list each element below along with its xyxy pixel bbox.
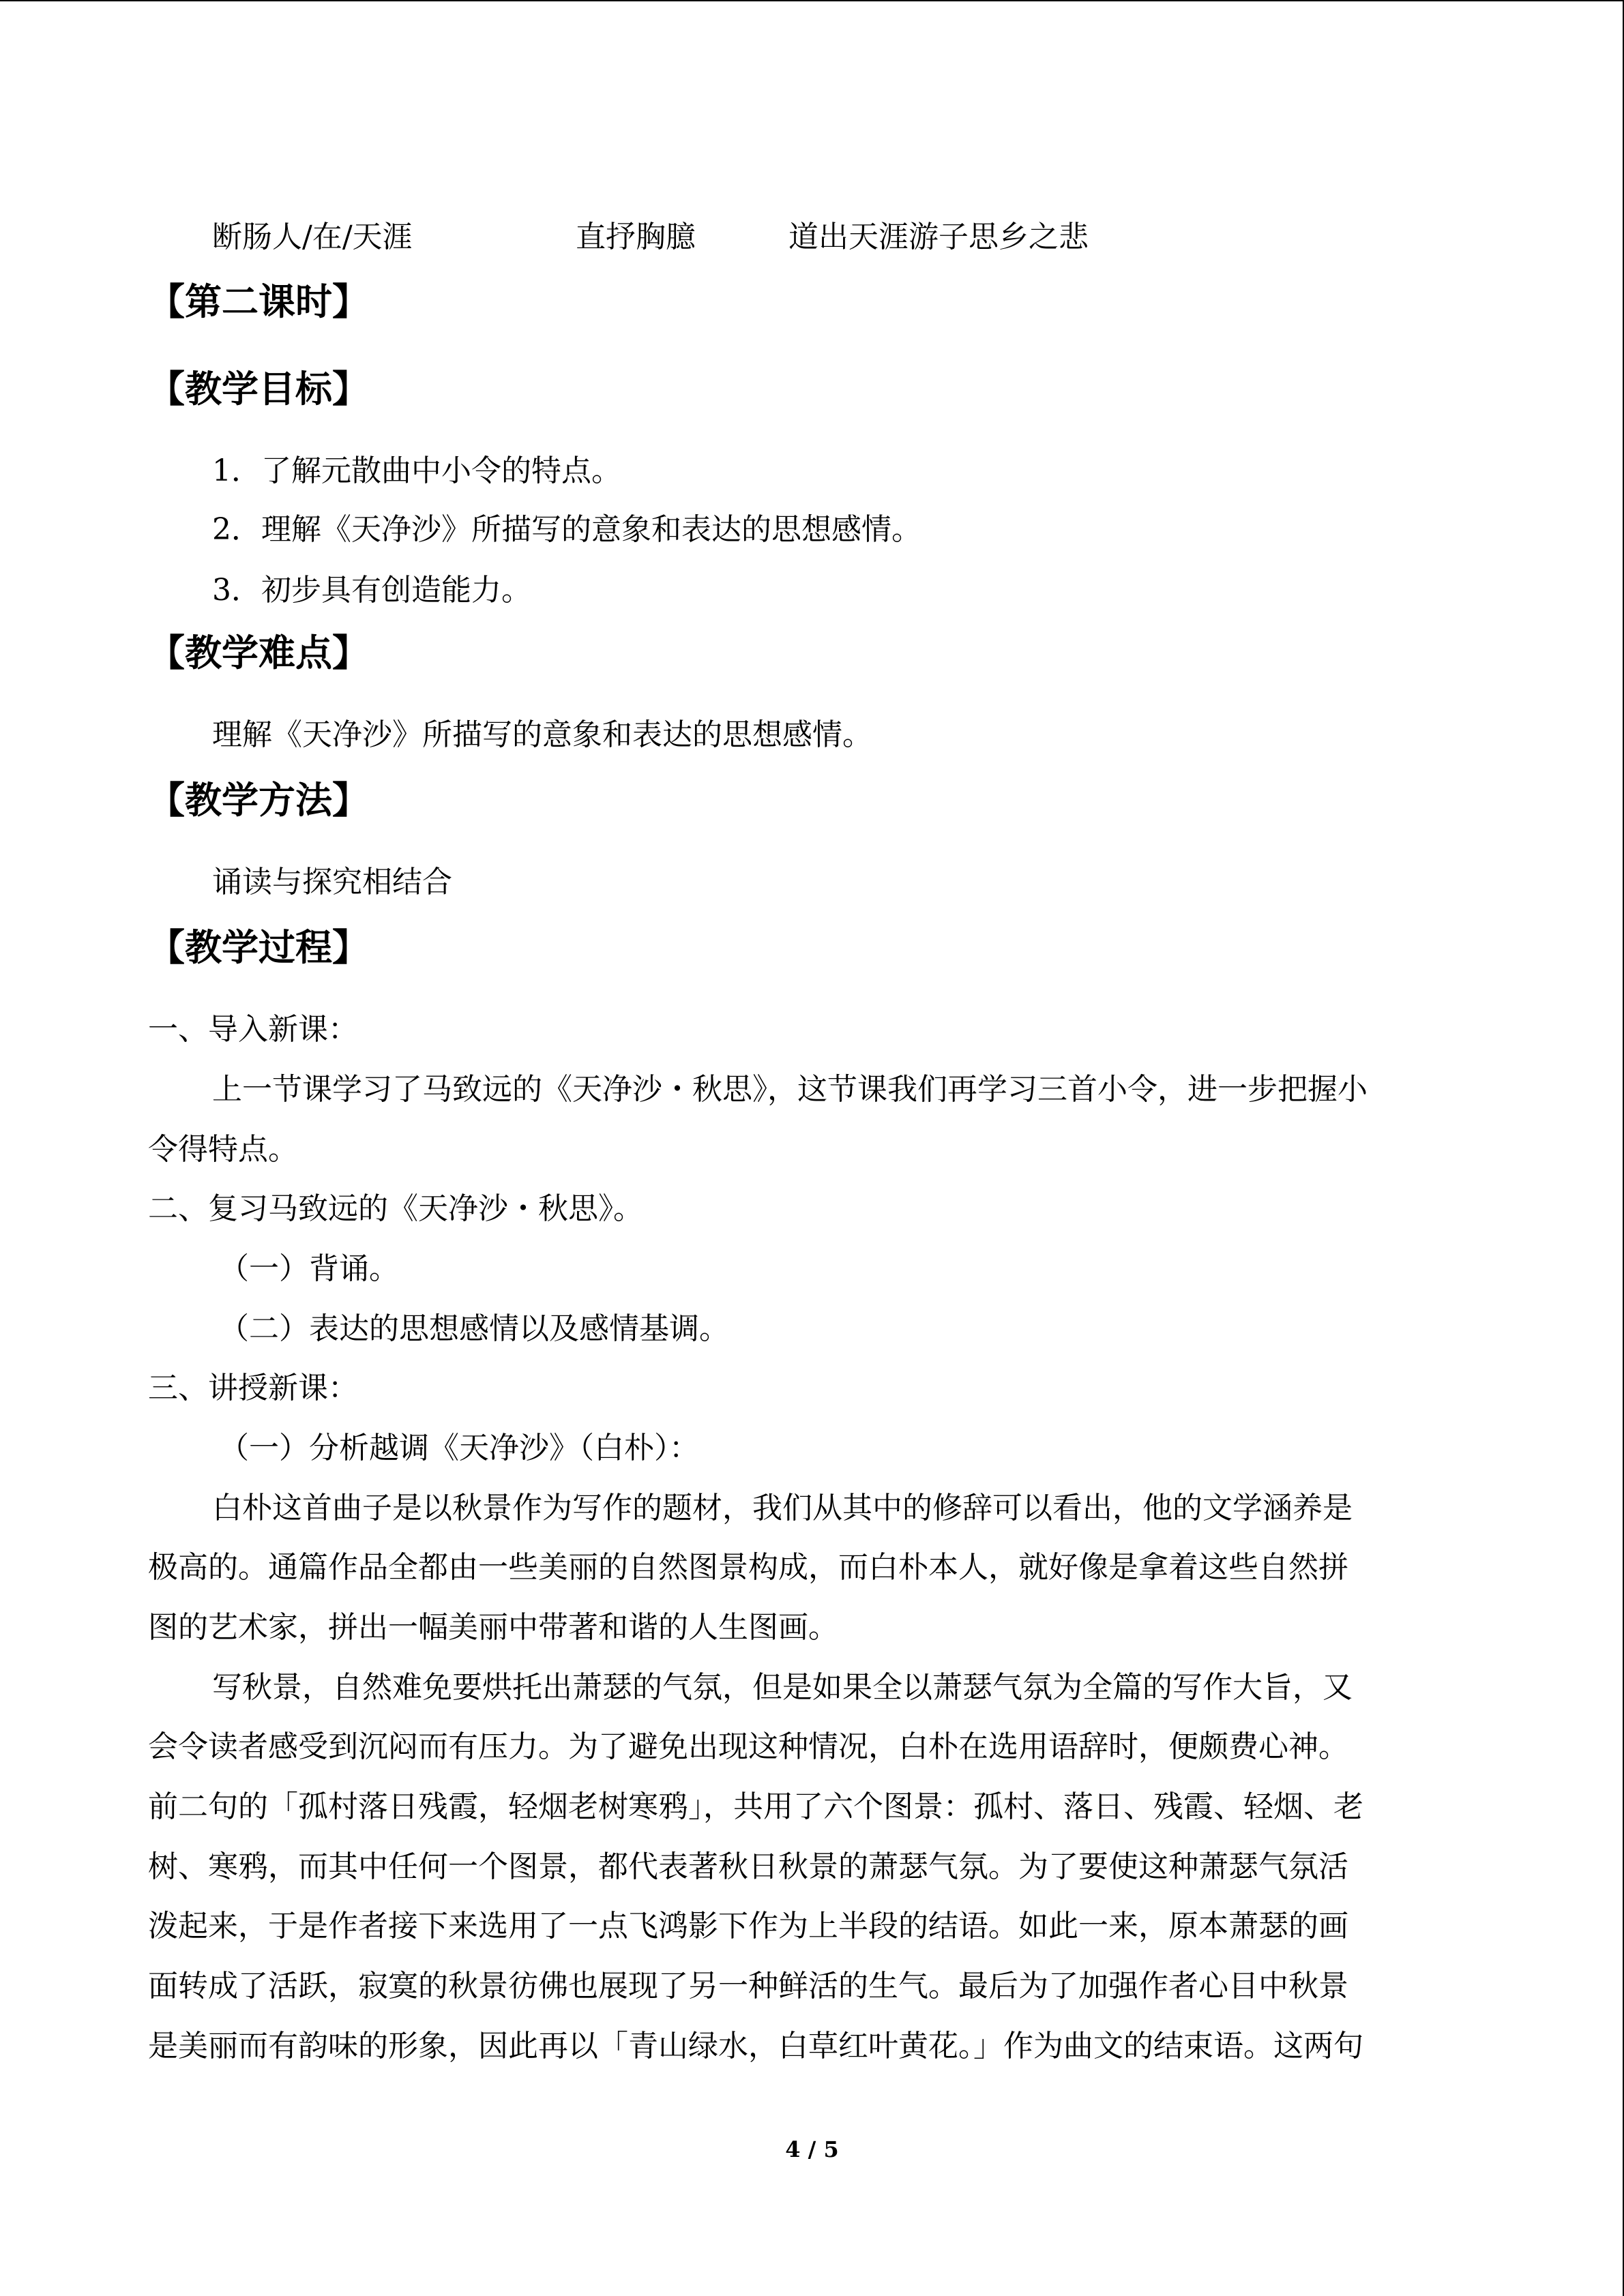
poem-line-technique: 直抒胸臆 bbox=[576, 220, 696, 254]
page-number: 4 / 5 bbox=[785, 2136, 839, 2162]
process-step1-title: 一、导入新课： bbox=[148, 1012, 358, 1047]
poem-line-text: 断肠人/在/天涯 bbox=[212, 220, 413, 254]
process-step3-item: （一）分析越调《天净沙》（白朴）： bbox=[219, 1431, 699, 1465]
paragraph-line: 写秋景，自然难免要烘托出萧瑟的气氛，但是如果全以萧瑟气氛为全篇的写作大旨，又 bbox=[212, 1670, 1353, 1705]
paragraph-line: 面转成了活跃，寂寞的秋景彷佛也展现了另一种鲜活的生气。最后为了加强作者心目中秋景 bbox=[148, 1969, 1348, 2003]
heading-goals: 【教学目标】 bbox=[148, 367, 369, 411]
heading-process: 【教学过程】 bbox=[148, 925, 369, 969]
process-step3-title: 三、讲授新课： bbox=[148, 1371, 358, 1405]
paragraph-line: 会令读者感受到沉闷而有压力。为了避免出现这种情况，白朴在选用语辞时，便颇费心神。 bbox=[148, 1729, 1348, 1764]
paragraph-line: 是美丽而有韵味的形象，因此再以「青山绿水，白草红叶黄花。」作为曲文的结束语。这两句 bbox=[148, 2029, 1363, 2063]
method-text: 诵读与探究相结合 bbox=[212, 865, 452, 899]
process-step2-title: 二、复习马致远的《天净沙・秋思》。 bbox=[148, 1191, 643, 1226]
process-step1-paragraph: 上一节课学习了马致远的《天净沙・秋思》，这节课我们再学习三首小令，进一步把握小 bbox=[212, 1072, 1368, 1107]
goal-item: 1．了解元散曲中小令的特点。 bbox=[212, 453, 621, 488]
process-step2-item: （一）背诵。 bbox=[219, 1251, 399, 1286]
heading-method: 【教学方法】 bbox=[148, 778, 369, 822]
process-step1-paragraph-cont: 令得特点。 bbox=[148, 1132, 298, 1167]
paragraph-line: 泼起来，于是作者接下来选用了一点飞鸿影下作为上半段的结语。如此一来，原本萧瑟的画 bbox=[148, 1909, 1348, 1943]
paragraph-line: 树、寒鸦，而其中任何一个图景，都代表著秋日秋景的萧瑟气氛。为了要使这种萧瑟气氛活 bbox=[148, 1849, 1348, 1884]
paragraph-line: 白朴这首曲子是以秋景作为写作的题材，我们从其中的修辞可以看出，他的文学涵养是 bbox=[212, 1491, 1353, 1525]
paragraph-line: 前二句的「孤村落日残霞，轻烟老树寒鸦」，共用了六个图景：孤村、落日、残霞、轻烟、老 bbox=[148, 1789, 1363, 1824]
goal-item: 3．初步具有创造能力。 bbox=[212, 573, 531, 608]
poem-line-meaning: 道出天涯游子思乡之悲 bbox=[788, 220, 1089, 254]
paragraph-line: 极高的。通篇作品全都由一些美丽的自然图景构成，而白朴本人，就好像是拿着这些自然拼 bbox=[148, 1550, 1348, 1585]
process-step2-item: （二）表达的思想感情以及感情基调。 bbox=[219, 1311, 729, 1346]
goal-item: 2．理解《天净沙》所描写的意象和表达的思想感情。 bbox=[212, 512, 921, 547]
difficulty-text: 理解《天净沙》所描写的意象和表达的思想感情。 bbox=[212, 717, 872, 752]
heading-lesson: 【第二课时】 bbox=[148, 280, 369, 323]
paragraph-line: 图的艺术家，拼出一幅美丽中带著和谐的人生图画。 bbox=[148, 1610, 838, 1645]
heading-difficulty: 【教学难点】 bbox=[148, 631, 369, 674]
